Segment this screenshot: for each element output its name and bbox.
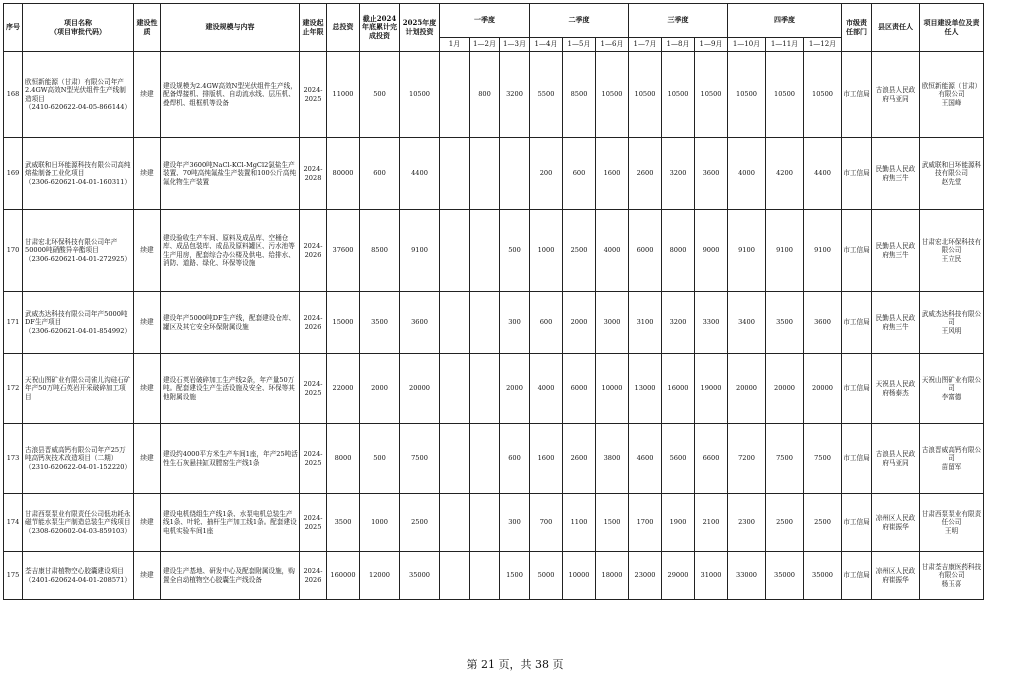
row-month-value: 2600 xyxy=(563,424,596,494)
row-month-value: 6000 xyxy=(563,354,596,424)
row-city-dept: 市工信局 xyxy=(842,494,872,552)
row-plan2025: 10500 xyxy=(400,52,440,138)
row-plan2025: 20000 xyxy=(400,354,440,424)
table-row xyxy=(4,494,984,552)
row-period: 2024-2028 xyxy=(300,138,327,210)
row-unit: 武威杰达科技有限公司 王风明 xyxy=(920,292,984,354)
row-project-name: 古浪县晋威高钙有限公司年产25万吨高钙灰技术改造项目（二期） （2310-620622-04-01-152220） xyxy=(23,424,134,494)
row-month-value xyxy=(440,424,470,494)
row-plan2025: 9100 xyxy=(400,210,440,292)
row-month-value: 31000 xyxy=(695,552,728,600)
row-month-value: 1600 xyxy=(530,424,563,494)
row-plan2025: 2500 xyxy=(400,494,440,552)
row-month-value: 9100 xyxy=(804,210,842,292)
row-completed: 1000 xyxy=(360,494,400,552)
row-month-value: 1500 xyxy=(596,494,629,552)
header-county: 县区责任人 xyxy=(872,4,920,52)
row-plan2025: 35000 xyxy=(400,552,440,600)
row-nature: 续建 xyxy=(134,292,161,354)
row-month-value: 10500 xyxy=(629,52,662,138)
row-county: 凉州区人民政府崔振华 xyxy=(872,552,920,600)
header-month: 1—2月 xyxy=(470,38,500,52)
row-month-value: 20000 xyxy=(766,354,804,424)
row-seq: 173 xyxy=(4,424,23,494)
row-total: 15000 xyxy=(327,292,360,354)
table-row xyxy=(4,52,984,138)
row-month-value: 33000 xyxy=(728,552,766,600)
row-period: 2024-2025 xyxy=(300,494,327,552)
header-month: 1—6月 xyxy=(596,38,629,52)
row-project-name: 荃吉康甘肃植物空心胶囊建设项目 （2401-620624-04-01-208571） xyxy=(23,552,134,600)
row-month-value: 18000 xyxy=(596,552,629,600)
row-month-value: 4600 xyxy=(629,424,662,494)
row-seq: 171 xyxy=(4,292,23,354)
row-unit: 欧恒新能源（甘肃）有限公司 王国峰 xyxy=(920,52,984,138)
row-month-value: 3200 xyxy=(662,292,695,354)
row-county: 民勤县人民政府焦三牛 xyxy=(872,138,920,210)
row-month-value: 20000 xyxy=(728,354,766,424)
header-q1: 一季度 xyxy=(440,4,530,38)
row-project-name: 武威杰达科技有限公司年产5000吨DF生产项目 （2306-620621-04-01-854992） xyxy=(23,292,134,354)
row-month-value xyxy=(440,138,470,210)
row-month-value: 8000 xyxy=(662,210,695,292)
row-month-value: 2500 xyxy=(804,494,842,552)
row-month-value xyxy=(440,494,470,552)
row-seq: 169 xyxy=(4,138,23,210)
header-plan2025: 2025年度计划投资 xyxy=(400,4,440,52)
row-month-value: 9100 xyxy=(728,210,766,292)
header-month: 1—3月 xyxy=(500,38,530,52)
row-project-name: 甘肃西泵泵业有限责任公司低功耗永磁节能水泵生产制造总装生产线项目 （2308-620602-04-03-859103） xyxy=(23,494,134,552)
row-month-value: 10500 xyxy=(766,52,804,138)
row-month-value: 500 xyxy=(500,210,530,292)
row-month-value: 23000 xyxy=(629,552,662,600)
row-unit: 甘肃宏北环保科技有限公司 王立民 xyxy=(920,210,984,292)
row-month-value xyxy=(470,138,500,210)
header-month: 1—4月 xyxy=(530,38,563,52)
row-scale: 建设年产3600吨NaCl-KCl-MgCl2氯盐生产装置、70吨高纯氟盐生产装置和100公斤高纯氟化物生产装置 xyxy=(161,138,300,210)
row-nature: 续建 xyxy=(134,210,161,292)
row-month-value: 300 xyxy=(500,292,530,354)
row-month-value: 600 xyxy=(563,138,596,210)
row-scale: 建设验收生产车间、原料及成品库、空桶仓库、成品包装库、成品及原料罐区、污水池等生产用房，配套综合办公楼及供电、给排水、消防、道路、绿化、环保等设施 xyxy=(161,210,300,292)
row-month-value xyxy=(470,354,500,424)
table-row xyxy=(4,292,984,354)
header-nature: 建设性质 xyxy=(134,4,161,52)
page-footer: 第 21 页，共 38 页 xyxy=(466,658,564,671)
row-month-value: 35000 xyxy=(766,552,804,600)
row-total: 8000 xyxy=(327,424,360,494)
row-month-value: 10500 xyxy=(695,52,728,138)
project-table-sheet xyxy=(3,3,984,600)
row-month-value: 1900 xyxy=(662,494,695,552)
row-month-value: 1600 xyxy=(596,138,629,210)
row-month-value: 4000 xyxy=(728,138,766,210)
row-month-value: 3100 xyxy=(629,292,662,354)
row-scale: 建设约4000平方米生产车间1座，年产25吨活性生石灰悬挂缸双膛窑生产线1条 xyxy=(161,424,300,494)
header-seq: 序号 xyxy=(4,4,23,52)
row-month-value xyxy=(440,210,470,292)
row-plan2025: 3600 xyxy=(400,292,440,354)
row-month-value: 800 xyxy=(470,52,500,138)
header-month: 1—7月 xyxy=(629,38,662,52)
row-month-value: 29000 xyxy=(662,552,695,600)
row-month-value: 2600 xyxy=(629,138,662,210)
row-county: 凉州区人民政府崔振华 xyxy=(872,494,920,552)
row-month-value: 4200 xyxy=(766,138,804,210)
row-nature: 续建 xyxy=(134,52,161,138)
header-month: 1—12月 xyxy=(804,38,842,52)
row-period: 2024-2026 xyxy=(300,292,327,354)
row-total: 37600 xyxy=(327,210,360,292)
row-month-value: 3300 xyxy=(695,292,728,354)
row-period: 2024-2025 xyxy=(300,424,327,494)
row-month-value xyxy=(440,52,470,138)
table-row xyxy=(4,552,984,600)
row-month-value: 8500 xyxy=(563,52,596,138)
row-month-value: 4000 xyxy=(530,354,563,424)
row-project-name: 甘肃宏北环保科技有限公司年产50000吨硝酸异辛酯项目 （2306-620621-04-01-272925） xyxy=(23,210,134,292)
row-nature: 续建 xyxy=(134,138,161,210)
header-month: 1—9月 xyxy=(695,38,728,52)
row-month-value: 10500 xyxy=(804,52,842,138)
row-month-value: 5600 xyxy=(662,424,695,494)
row-month-value: 1700 xyxy=(629,494,662,552)
row-month-value xyxy=(500,138,530,210)
row-county: 民勤县人民政府焦三牛 xyxy=(872,210,920,292)
row-month-value: 2000 xyxy=(563,292,596,354)
project-investment-table xyxy=(3,3,984,600)
row-completed: 8500 xyxy=(360,210,400,292)
row-unit: 古浪晋威高钙有限公司 苗留军 xyxy=(920,424,984,494)
header-total: 总投资 xyxy=(327,4,360,52)
row-city-dept: 市工信局 xyxy=(842,354,872,424)
row-completed: 3500 xyxy=(360,292,400,354)
row-scale: 建设规模为2.4GW高效N型光伏组件生产线，配备焊接机、排版机、自动流水线、层压机、叠焊机、组框机等设备 xyxy=(161,52,300,138)
row-month-value: 6000 xyxy=(629,210,662,292)
row-nature: 续建 xyxy=(134,354,161,424)
header-q2: 二季度 xyxy=(530,4,629,38)
table-row xyxy=(4,210,984,292)
row-month-value xyxy=(440,354,470,424)
row-month-value xyxy=(470,424,500,494)
row-month-value xyxy=(470,552,500,600)
row-month-value: 1100 xyxy=(563,494,596,552)
row-month-value: 2100 xyxy=(695,494,728,552)
row-completed: 12000 xyxy=(360,552,400,600)
row-scale: 建设电机绕组生产线1条、水泵电机总装生产线1条、叶轮、抽杆生产加工线1条。配套建设电机实验车间1座 xyxy=(161,494,300,552)
header-month: 1—8月 xyxy=(662,38,695,52)
row-total: 22000 xyxy=(327,354,360,424)
row-project-name: 欧恒新能源（甘肃）有限公司年产2.4GW高效N型光伏组件生产线制造项目 （2410-620622-04-05-866144） xyxy=(23,52,134,138)
row-city-dept: 市工信局 xyxy=(842,210,872,292)
row-month-value: 600 xyxy=(530,292,563,354)
row-month-value: 7500 xyxy=(766,424,804,494)
row-completed: 2000 xyxy=(360,354,400,424)
row-total: 3500 xyxy=(327,494,360,552)
row-month-value: 700 xyxy=(530,494,563,552)
row-county: 天祝县人民政府杨泰杰 xyxy=(872,354,920,424)
row-month-value: 1000 xyxy=(530,210,563,292)
header-project-name: 项目名称 （项目审批代码） xyxy=(23,4,134,52)
row-month-value: 10500 xyxy=(662,52,695,138)
row-month-value xyxy=(440,552,470,600)
row-month-value xyxy=(470,494,500,552)
header-city-dept: 市级责任部门 xyxy=(842,4,872,52)
row-completed: 600 xyxy=(360,138,400,210)
row-month-value: 3800 xyxy=(596,424,629,494)
row-unit: 武威联和日环能源科技有限公司 赵先堂 xyxy=(920,138,984,210)
table-row xyxy=(4,354,984,424)
row-month-value: 3200 xyxy=(500,52,530,138)
row-month-value: 20000 xyxy=(804,354,842,424)
row-month-value: 13000 xyxy=(629,354,662,424)
row-project-name: 天祝山图矿业有限公司雀儿沟硅石矿年产50万吨石英岩开采破碎加工项目 xyxy=(23,354,134,424)
row-scale: 建设石英岩破碎加工生产线2条，年产量50万吨。配套建设生产生活设施及安全、环保等其他附属设施 xyxy=(161,354,300,424)
row-period: 2024-2026 xyxy=(300,552,327,600)
row-month-value: 9000 xyxy=(695,210,728,292)
table-row xyxy=(4,424,984,494)
row-month-value: 300 xyxy=(500,494,530,552)
row-plan2025: 4400 xyxy=(400,138,440,210)
row-month-value: 7200 xyxy=(728,424,766,494)
row-month-value: 10500 xyxy=(596,52,629,138)
row-city-dept: 市工信局 xyxy=(842,52,872,138)
row-month-value: 2500 xyxy=(766,494,804,552)
header-month: 1—11月 xyxy=(766,38,804,52)
row-month-value: 35000 xyxy=(804,552,842,600)
row-nature: 续建 xyxy=(134,424,161,494)
row-county: 古浪县人民政府马亚同 xyxy=(872,52,920,138)
row-seq: 174 xyxy=(4,494,23,552)
table-row xyxy=(4,138,984,210)
row-month-value xyxy=(470,210,500,292)
row-month-value: 3500 xyxy=(766,292,804,354)
row-completed: 500 xyxy=(360,424,400,494)
row-nature: 续建 xyxy=(134,552,161,600)
header-month: 1月 xyxy=(440,38,470,52)
row-month-value: 3600 xyxy=(695,138,728,210)
row-seq: 172 xyxy=(4,354,23,424)
row-month-value: 600 xyxy=(500,424,530,494)
row-month-value: 7500 xyxy=(804,424,842,494)
header-scale: 建设规模与内容 xyxy=(161,4,300,52)
row-completed: 500 xyxy=(360,52,400,138)
row-month-value xyxy=(470,292,500,354)
row-total: 80000 xyxy=(327,138,360,210)
row-month-value: 10000 xyxy=(563,552,596,600)
row-period: 2024-2026 xyxy=(300,210,327,292)
row-month-value: 5500 xyxy=(530,52,563,138)
row-county: 民勤县人民政府焦三牛 xyxy=(872,292,920,354)
row-unit: 天祝山图矿业有限公司 李富德 xyxy=(920,354,984,424)
row-nature: 续建 xyxy=(134,494,161,552)
row-unit: 甘肃西泵泵业有限责任公司 王明 xyxy=(920,494,984,552)
row-month-value: 19000 xyxy=(695,354,728,424)
row-scale: 建设生产基地、研发中心及配套附属设施，购置全自动植物空心胶囊生产线设备 xyxy=(161,552,300,600)
row-month-value: 2300 xyxy=(728,494,766,552)
row-county: 古浪县人民政府马亚同 xyxy=(872,424,920,494)
header-q4: 四季度 xyxy=(728,4,842,38)
header-month: 1—10月 xyxy=(728,38,766,52)
row-city-dept: 市工信局 xyxy=(842,552,872,600)
header-month: 1—5月 xyxy=(563,38,596,52)
row-city-dept: 市工信局 xyxy=(842,292,872,354)
row-month-value: 4400 xyxy=(804,138,842,210)
row-month-value: 2000 xyxy=(500,354,530,424)
row-month-value: 16000 xyxy=(662,354,695,424)
row-month-value: 6600 xyxy=(695,424,728,494)
header-period: 建设起止年限 xyxy=(300,4,327,52)
row-month-value: 3400 xyxy=(728,292,766,354)
row-month-value: 3200 xyxy=(662,138,695,210)
row-month-value: 4000 xyxy=(596,210,629,292)
row-period: 2024-2025 xyxy=(300,354,327,424)
row-seq: 175 xyxy=(4,552,23,600)
row-month-value: 2500 xyxy=(563,210,596,292)
row-month-value: 5000 xyxy=(530,552,563,600)
row-month-value: 1500 xyxy=(500,552,530,600)
header-completed: 截止2024年底累计完成投资 xyxy=(360,4,400,52)
row-month-value: 9100 xyxy=(766,210,804,292)
row-month-value: 10000 xyxy=(596,354,629,424)
row-city-dept: 市工信局 xyxy=(842,138,872,210)
header-q3: 三季度 xyxy=(629,4,728,38)
row-city-dept: 市工信局 xyxy=(842,424,872,494)
row-month-value: 3600 xyxy=(804,292,842,354)
row-project-name: 武威联和日环能源科技有限公司高纯熔盐制备工业化项目 （2306-620621-04-01-160311） xyxy=(23,138,134,210)
row-month-value: 10500 xyxy=(728,52,766,138)
row-month-value xyxy=(440,292,470,354)
row-total: 11000 xyxy=(327,52,360,138)
row-unit: 甘肃荃吉康医药科技有限公司 杨玉喜 xyxy=(920,552,984,600)
row-seq: 168 xyxy=(4,52,23,138)
row-month-value: 3000 xyxy=(596,292,629,354)
row-month-value: 200 xyxy=(530,138,563,210)
row-total: 160000 xyxy=(327,552,360,600)
row-scale: 建设年产5000吨DF生产线，配套建设仓库、罐区及其它安全环保附属设施 xyxy=(161,292,300,354)
row-plan2025: 7500 xyxy=(400,424,440,494)
row-period: 2024-2025 xyxy=(300,52,327,138)
row-seq: 170 xyxy=(4,210,23,292)
header-unit: 项目建设单位及责任人 xyxy=(920,4,984,52)
